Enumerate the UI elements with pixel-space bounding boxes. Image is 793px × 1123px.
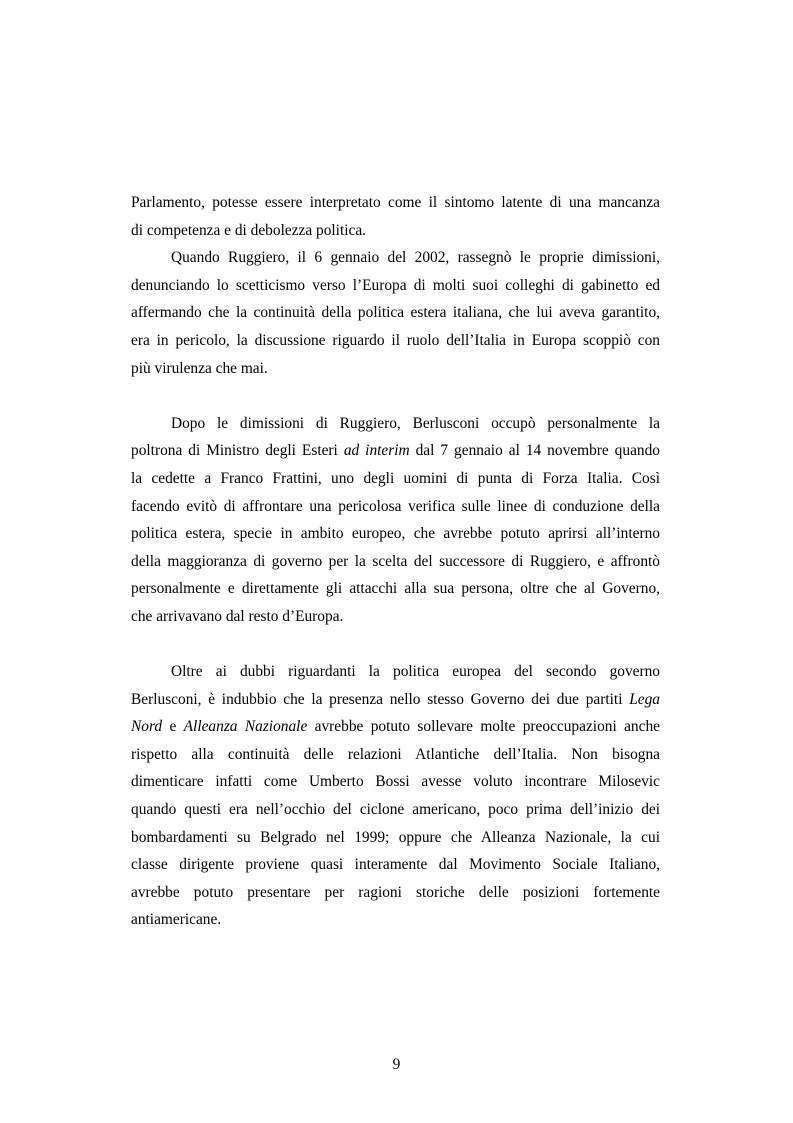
paragraph-spacer (131, 631, 660, 659)
text-run: poltrona di Ministro degli Esteri (131, 442, 344, 460)
text-line: politica estera, specie in ambito europeo, che avrebbe potuto aprirsi all’interno (131, 525, 660, 543)
text-line: di competenza e di debolezza politica. (131, 221, 367, 239)
page-number: 9 (392, 1056, 401, 1073)
italic-term: Alleanza Nazionale (183, 718, 308, 736)
page-body (131, 189, 660, 934)
text-line: denunciando lo scetticismo verso l’Europa di molti suoi colleghi di gabinetto ed (131, 276, 660, 294)
text-line (131, 686, 660, 714)
text-line: della maggioranza di governo per la scelta del successore di Ruggiero, e affrontò (131, 552, 660, 570)
text-line: quando questi era nell’occhio del ciclone americano, poco prima dell’inizio dei (131, 801, 660, 819)
text-line: classe dirigente proviene quasi interamente dal Movimento Sociale Italiano, (131, 856, 660, 874)
text-run: e (162, 718, 184, 736)
text-line (131, 437, 660, 465)
text-line: Parlamento, potesse essere interpretato come il sintomo latente di una mancanza (131, 194, 660, 211)
text-line: Dopo le dimissioni di Ruggiero, Berlusconi occupò personalmente la (171, 414, 660, 432)
text-run: avrebbe potuto sollevare molte preoccupazioni anche (307, 718, 660, 736)
text-line: era in pericolo, la discussione riguardo il ruolo dell’Italia in Europa scoppiò con (131, 331, 660, 349)
text-run: dal 7 gennaio al 14 novembre quando (409, 442, 660, 460)
text-line: dimenticare infatti come Umberto Bossi avesse voluto incontrare Milosevic (131, 773, 660, 791)
paragraph-1 (131, 189, 660, 244)
text-line: Quando Ruggiero, il 6 gennaio del 2002, rassegnò le proprie dimissioni, (171, 249, 660, 267)
text-line: che arrivavano dal resto d’Europa. (131, 607, 344, 625)
paragraph-2 (131, 244, 660, 382)
italic-term: Nord (131, 718, 163, 736)
text-line: personalmente e direttamente gli attacchi alla sua persona, oltre che al Governo, (131, 580, 660, 598)
italic-term: ad interim (343, 442, 410, 460)
paragraph-4 (131, 658, 660, 934)
text-run: Berlusconi, è indubbio che la presenza nello stesso Governo dei due partiti (131, 690, 630, 708)
paragraph-spacer (131, 382, 660, 410)
text-line: Oltre ai dubbi riguardanti la politica europea del secondo governo (171, 663, 660, 681)
text-line: bombardamenti su Belgrado nel 1999; oppure che Alleanza Nazionale, la cui (131, 828, 660, 846)
text-line: facendo evitò di affrontare una pericolosa verifica sulle linee di conduzione della (131, 497, 660, 515)
text-line: la cedette a Franco Frattini, uno degli uomini di punta di Forza Italia. Così (131, 469, 660, 487)
text-line: più virulenza che mai. (131, 359, 268, 377)
text-line (131, 713, 660, 741)
text-line: antiamericane. (131, 911, 222, 929)
italic-term: Lega (629, 690, 660, 708)
text-line: avrebbe potuto presentare per ragioni storiche delle posizioni fortemente (131, 883, 660, 901)
text-line: affermando che la continuità della politica estera italiana, che lui aveva garantito, (131, 304, 660, 322)
text-line: rispetto alla continuità delle relazioni Atlantiche dell’Italia. Non bisogna (131, 745, 660, 763)
paragraph-3 (131, 410, 660, 631)
